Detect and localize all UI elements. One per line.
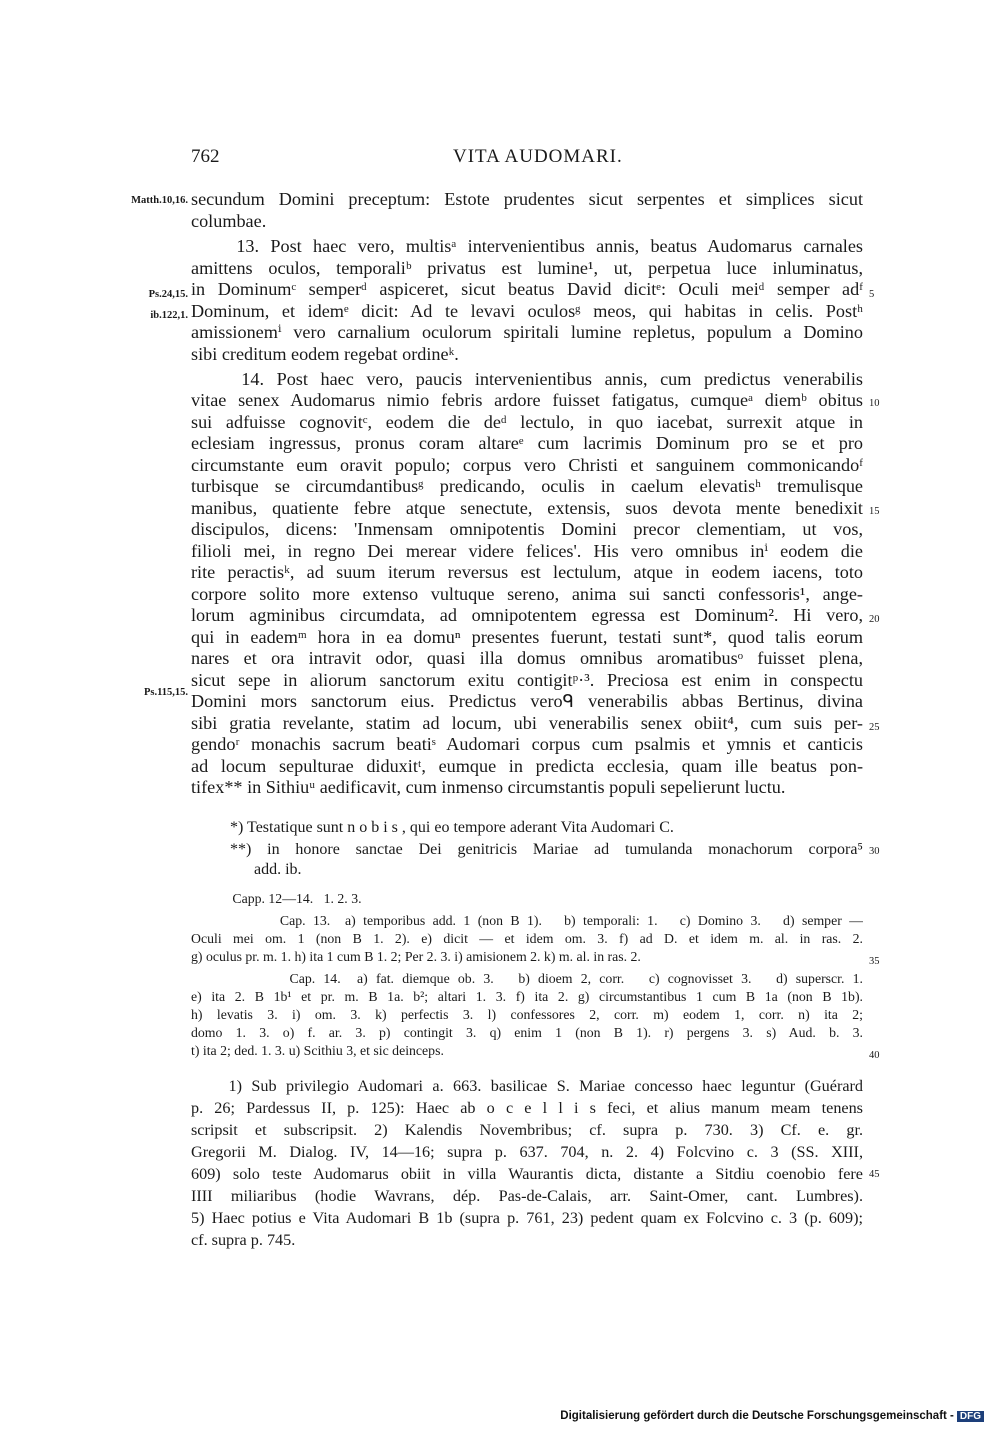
apparatus-line: h) levatis 3. i) om. 3. k) perfectis 3. l) confessores 2, corr. m) eodem 1, corr. n) ita 2; — [191, 1007, 863, 1022]
page-number: 762 — [191, 146, 220, 167]
dfg-logo: DFG — [957, 1411, 984, 1422]
text-line: sibi creditum eodem regebat ordineᵏ. — [191, 344, 459, 364]
running-title: VITA AUDOMARI. — [453, 146, 623, 167]
margin-reference: Ps.24,15. — [148, 289, 188, 300]
note-line: IIII miliaribus (hodie Wavrans, dép. Pas-de-Calais, arr. Saint-Omer, cant. Lumbres). — [191, 1187, 863, 1205]
text-line: secundum Domini preceptum: Estote prudentes sicut serpentes et simplices sicut — [191, 189, 863, 209]
text-line: nares et ora intravit odor, quasi illa domus omnibus aromatibusᵒ fuisset plena, — [191, 648, 863, 668]
note-line: 5) Haec potius e Vita Audomari B 1b (supra p. 761, 23) pedent quam ex Folcvino c. 3 (p. 609); — [191, 1209, 863, 1227]
margin-reference: Matth.10,16. — [131, 195, 188, 206]
line-number: 40 — [869, 1050, 880, 1061]
text-line: eclesiam ingressus, pronus coram altareᵉ cum lacrimis Dominum pro se et pro — [191, 433, 863, 453]
text-line: columbae. — [191, 211, 267, 231]
text-line: amissionemⁱ vero carnalium oculorum spiritali lumine repletus, populum a Domino — [191, 322, 863, 342]
text-line: Domini mors sanctorum eius. Predictus veroᑫ venerabilis abbas Bertinus, divina — [191, 691, 863, 711]
text-line: gendoʳ monachis sacrum beatiˢ Audomari corpus cum psalmis et ymnis et canticis — [191, 734, 863, 754]
text-line: ad locum sepulturae diduxitᵗ, eumque in predicta ecclesia, quam ille beatus pon- — [191, 756, 863, 776]
note-line: p. 26; Pardessus II, p. 125): Haec ab o c e l l i s feci, et alius manum meam tenens — [191, 1099, 863, 1117]
apparatus-line: e) ita 2. B 1b¹ et pr. m. B 1a. b²; altari 1. 3. f) ita 2. g) circumstantibus 1 cum B 1a (non B 1b). — [191, 989, 863, 1004]
text-line: tifex** in Sithiuᵘ aedificavit, cum inmenso circumstantis populi sepelierunt luctu. — [191, 777, 786, 797]
text-line: in Dominumᶜ semperᵈ aspiceret, sicut beatus David dicitᵉ: Oculi meiᵈ semper adᶠ — [191, 279, 863, 299]
footnote-line: **) in honore sanctae Dei genitricis Mariae ad tumulanda monachorum corpora⁵ — [230, 841, 863, 858]
note-line: Gregorii M. Dialog. IV, 14—16; supra p. 637. 704, n. 2. 4) Folcvino c. 3 (SS. XIII, — [191, 1143, 863, 1161]
line-number: 25 — [869, 722, 880, 733]
text-line: sui adfuisse cognovitᶜ, eodem die deᵈ lectulo, in quo iacebat, surrexit atque in — [191, 412, 863, 432]
text-line: 14. Post haec vero, paucis intervenientibus annis, cum predictus venerabilis — [191, 369, 863, 389]
text-line: sibi gratia revelante, statim ad locum, ubi venerabilis senex obiit⁴, cum suis per- — [191, 713, 863, 733]
margin-reference: ib.122,1. — [150, 310, 188, 321]
line-number: 15 — [869, 506, 880, 517]
line-number: 30 — [869, 846, 880, 857]
note-line: 609) solo teste Audomarus obiit in villa Waurantis dicta, distante a Sitdiu coenobio fere — [191, 1165, 863, 1183]
line-number: 10 — [869, 398, 880, 409]
text-line: sicut sepe in aliorum sanctorum exitu contigitᵖ·³. Preciosa est enim in conspectu — [191, 670, 863, 690]
footnote-line: *) Testatique sunt n o b i s , qui eo tempore aderant Vita Audomari C. — [230, 819, 674, 836]
text-line: 13. Post haec vero, multisᵃ intervenientibus annis, beatus Audomarus carnales — [191, 236, 863, 256]
text-line: rite peractisᵏ, ad suum iterum reversus est lectulum, atque in eodem iacens, toto — [191, 562, 863, 582]
text-line: qui in eademᵐ hora in ea domuⁿ presentes fuerunt, testati sunt*, quod talis eorum — [191, 627, 863, 647]
apparatus-line: Cap. 13. a) temporibus add. 1 (non B 1). b) temporali: 1. c) Domino 3. d) semper — — [191, 913, 863, 928]
line-number: 20 — [869, 614, 880, 625]
text-line: turbisque se circumdantibusᵍ predicando, oculis in caelum elevatisʰ tremulisque — [191, 476, 863, 496]
apparatus-line: g) oculus pr. m. 1. h) ita 1 cum B 1. 2; Per 2. 3. i) amisionem 2. k) m. al. in ras. 2. — [191, 949, 641, 964]
margin-reference: Ps.115,15. — [143, 687, 188, 698]
apparatus-line: domo 1. 3. o) f. ar. 3. p) contingit 3. q) enim 1 (non B 1). r) pergens 3. s) Aud. b. 3. — [191, 1025, 863, 1040]
text-line: amittens oculos, temporaliᵇ privatus est lumine¹, ut, perpetua luce inluminatus, — [191, 258, 863, 278]
text-line: vitae senex Audomarus nimio febris ardore fuisset fatigatus, cumqueᵃ diemᵇ obitus — [191, 390, 863, 410]
text-line: corpore solito more extenso vultuque sereno, anima sui sancti confessoris¹, ange- — [191, 584, 863, 604]
note-line: scripsit et subscripsit. 2) Kalendis Novembribus; cf. supra p. 730. 3) Cf. e. gr. — [191, 1121, 863, 1139]
note-line: cf. supra p. 745. — [191, 1231, 296, 1249]
apparatus-line: Oculi mei om. 1 (non B 1. 2). e) dicit — et idem om. 3. f) ad D. et idem m. al. in ras. 2. — [191, 931, 863, 946]
text-line: manibus, quatiente febre atque senectute, extensis, suos devota mente benedixit — [191, 498, 863, 518]
text-line: discipulos, dicens: 'Inmensam omnipotentis Domini precor clementiam, ut vos, — [191, 519, 863, 539]
footer-credit — [560, 1410, 984, 1422]
text-line: lorum agminibus circumdata, ad omnipotentem egressa est Dominum². Hi vero, — [191, 605, 863, 625]
footer-text: Digitalisierung gefördert durch die Deutsche Forschungsgemeinschaft - — [560, 1410, 954, 1422]
apparatus-line: Capp. 12—14. 1. 2. 3. — [191, 891, 362, 906]
text-line: filioli mei, in regno Dei merear videre felices'. His vero omnibus inⁱ eodem die — [191, 541, 863, 561]
line-number: 35 — [869, 956, 880, 967]
line-number: 5 — [869, 289, 875, 300]
note-line: 1) Sub privilegio Audomari a. 663. basilicae S. Mariae concesso haec leguntur (Guérard — [191, 1077, 863, 1095]
apparatus-line: t) ita 2; ded. 1. 3. u) Scithiu 3, et sic deinceps. — [191, 1043, 444, 1058]
line-number: 45 — [869, 1169, 880, 1180]
apparatus-line: Cap. 14. a) fat. diemque ob. 3. b) dioem 2, corr. c) cognovisset 3. d) superscr. 1. — [191, 971, 863, 986]
text-line: circumstante eum oravit populo; corpus vero Christi et sanguinem commonicandoᶠ — [191, 455, 863, 475]
footnote-line: add. ib. — [230, 861, 302, 878]
text-line: Dominum, et idemᵉ dicit: Ad te levavi oculosᵍ meos, qui habitas in celis. Postʰ — [191, 301, 863, 321]
